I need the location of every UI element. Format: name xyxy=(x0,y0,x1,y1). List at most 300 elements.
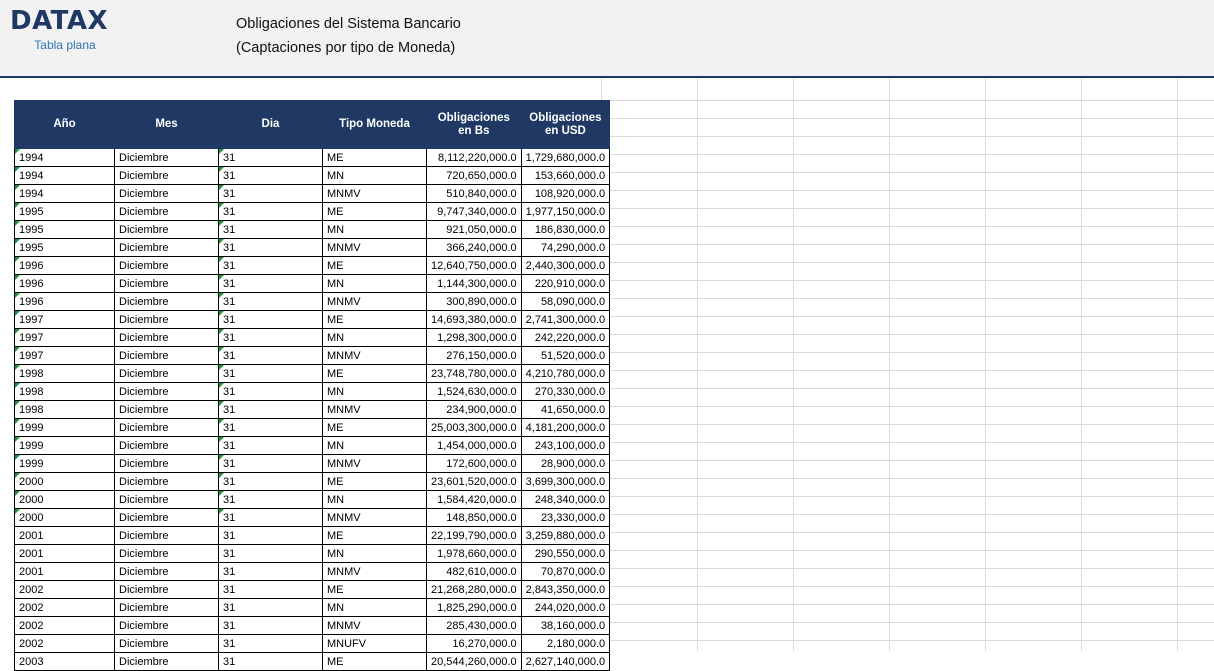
cell-bs[interactable]: 366,240,000.0 xyxy=(427,239,522,257)
table-row[interactable] xyxy=(15,347,610,365)
cell-dia[interactable]: 31 xyxy=(219,311,323,329)
grid-line-horizontal xyxy=(601,136,1214,137)
data-table[interactable] xyxy=(14,100,610,671)
text-number-warning-icon xyxy=(219,383,224,388)
table-row[interactable] xyxy=(15,401,610,419)
cell-anio[interactable]: 1999 xyxy=(15,419,115,437)
grid-line-horizontal xyxy=(601,388,1214,389)
text-number-warning-icon xyxy=(219,365,224,370)
cell-mes[interactable]: Diciembre xyxy=(115,221,219,239)
cell-tipo[interactable]: ME xyxy=(323,311,427,329)
text-number-warning-icon xyxy=(15,473,20,478)
cell-bs[interactable]: 1,978,660,000.0 xyxy=(427,545,522,563)
cell-usd[interactable]: 2,843,350,000.0 xyxy=(521,581,610,599)
grid-line-horizontal xyxy=(601,316,1214,317)
cell-usd[interactable]: 220,910,000.0 xyxy=(521,275,610,293)
table-row[interactable] xyxy=(15,221,610,239)
cell-bs[interactable]: 285,430,000.0 xyxy=(427,617,522,635)
text-number-warning-icon xyxy=(219,329,224,334)
cell-usd[interactable]: 58,090,000.0 xyxy=(521,293,610,311)
cell-mes[interactable]: Diciembre xyxy=(115,239,219,257)
grid-line-horizontal xyxy=(601,460,1214,461)
table-row[interactable] xyxy=(15,419,610,437)
cell-bs[interactable]: 1,298,300,000.0 xyxy=(427,329,522,347)
text-number-warning-icon xyxy=(219,437,224,442)
table-row[interactable] xyxy=(15,581,610,599)
grid-line-vertical xyxy=(793,78,794,651)
report-title-line-2: (Captaciones por tipo de Moneda) xyxy=(236,40,456,56)
text-number-warning-icon xyxy=(15,401,20,406)
cell-bs[interactable]: 9,747,340,000.0 xyxy=(427,203,522,221)
cell-anio[interactable]: 1998 xyxy=(15,365,115,383)
column-header-obligaciones-bs[interactable] xyxy=(427,101,522,149)
text-number-warning-icon xyxy=(15,437,20,442)
cell-tipo[interactable]: MNMV xyxy=(323,293,427,311)
cell-bs[interactable]: 172,600,000.0 xyxy=(427,455,522,473)
cell-usd[interactable]: 1,729,680,000.0 xyxy=(521,149,610,167)
cell-dia[interactable]: 31 xyxy=(219,365,323,383)
cell-usd[interactable]: 153,660,000.0 xyxy=(521,167,610,185)
table-row[interactable] xyxy=(15,509,610,527)
text-number-warning-icon xyxy=(15,203,20,208)
cell-mes[interactable]: Diciembre xyxy=(115,347,219,365)
cell-bs[interactable]: 1,454,000,000.0 xyxy=(427,437,522,455)
cell-mes[interactable]: Diciembre xyxy=(115,167,219,185)
grid-line-horizontal xyxy=(601,640,1214,641)
cell-bs[interactable]: 16,270,000.0 xyxy=(427,635,522,653)
cell-dia[interactable]: 31 xyxy=(219,329,323,347)
cell-usd[interactable]: 4,210,780,000.0 xyxy=(521,365,610,383)
cell-dia[interactable]: 31 xyxy=(219,383,323,401)
report-header xyxy=(0,0,1214,78)
column-header-obligaciones-usd[interactable] xyxy=(521,101,610,149)
cell-tipo[interactable]: ME xyxy=(323,257,427,275)
cell-mes[interactable]: Diciembre xyxy=(115,275,219,293)
cell-anio[interactable]: 1995 xyxy=(15,203,115,221)
cell-anio[interactable]: 1996 xyxy=(15,275,115,293)
cell-mes[interactable]: Diciembre xyxy=(115,473,219,491)
text-number-warning-icon xyxy=(219,401,224,406)
cell-usd[interactable]: 2,741,300,000.0 xyxy=(521,311,610,329)
cell-usd[interactable]: 41,650,000.0 xyxy=(521,401,610,419)
cell-bs[interactable]: 23,601,520,000.0 xyxy=(427,473,522,491)
cell-dia[interactable]: 31 xyxy=(219,221,323,239)
cell-mes[interactable]: Diciembre xyxy=(115,545,219,563)
cell-dia[interactable]: 31 xyxy=(219,491,323,509)
cell-anio[interactable]: 2000 xyxy=(15,491,115,509)
cell-tipo[interactable]: MNMV xyxy=(323,185,427,203)
cell-bs[interactable]: 20,544,260,000.0 xyxy=(427,653,522,671)
text-number-warning-icon xyxy=(219,185,224,190)
cell-anio[interactable]: 1996 xyxy=(15,257,115,275)
cell-anio[interactable]: 1996 xyxy=(15,293,115,311)
text-number-warning-icon xyxy=(15,275,20,280)
cell-anio[interactable]: 2002 xyxy=(15,617,115,635)
brand-logo xyxy=(10,6,215,52)
cell-usd[interactable]: 2,440,300,000.0 xyxy=(521,257,610,275)
grid-line-horizontal xyxy=(601,532,1214,533)
text-number-warning-icon xyxy=(15,419,20,424)
grid-line-horizontal xyxy=(601,190,1214,191)
table-row[interactable] xyxy=(15,617,610,635)
text-number-warning-icon xyxy=(219,347,224,352)
cell-mes[interactable]: Diciembre xyxy=(115,419,219,437)
cell-tipo[interactable]: MNMV xyxy=(323,347,427,365)
text-number-warning-icon xyxy=(219,167,224,172)
cell-anio[interactable]: 2001 xyxy=(15,545,115,563)
cell-mes[interactable]: Diciembre xyxy=(115,653,219,671)
cell-tipo[interactable]: MNMV xyxy=(323,509,427,527)
cell-bs[interactable]: 234,900,000.0 xyxy=(427,401,522,419)
cell-usd[interactable]: 28,900,000.0 xyxy=(521,455,610,473)
cell-mes[interactable]: Diciembre xyxy=(115,635,219,653)
grid-line-horizontal xyxy=(601,262,1214,263)
text-number-warning-icon xyxy=(15,167,20,172)
cell-mes[interactable]: Diciembre xyxy=(115,329,219,347)
cell-anio[interactable]: 1995 xyxy=(15,239,115,257)
cell-usd[interactable]: 1,977,150,000.0 xyxy=(521,203,610,221)
text-number-warning-icon xyxy=(15,311,20,316)
cell-usd[interactable]: 4,181,200,000.0 xyxy=(521,419,610,437)
cell-usd[interactable]: 290,550,000.0 xyxy=(521,545,610,563)
grid-line-vertical xyxy=(1177,78,1178,651)
cell-tipo[interactable]: MN xyxy=(323,383,427,401)
cell-dia[interactable]: 31 xyxy=(219,275,323,293)
grid-line-horizontal xyxy=(601,334,1214,335)
report-title xyxy=(236,12,461,60)
grid-line-horizontal xyxy=(601,298,1214,299)
text-number-warning-icon xyxy=(219,293,224,298)
table-row[interactable] xyxy=(15,185,610,203)
logo-wordmark: DATAX xyxy=(10,6,109,36)
cell-tipo[interactable]: ME xyxy=(323,653,427,671)
cell-tipo[interactable]: ME xyxy=(323,419,427,437)
cell-anio[interactable]: 1999 xyxy=(15,455,115,473)
logo-subtitle: Tabla plana xyxy=(34,38,96,52)
table-row[interactable] xyxy=(15,545,610,563)
cell-usd[interactable]: 270,330,000.0 xyxy=(521,383,610,401)
cell-dia[interactable]: 31 xyxy=(219,401,323,419)
grid-line-horizontal xyxy=(601,622,1214,623)
cell-tipo[interactable]: MN xyxy=(323,437,427,455)
cell-usd[interactable]: 244,020,000.0 xyxy=(521,599,610,617)
grid-line-horizontal xyxy=(601,406,1214,407)
cell-mes[interactable]: Diciembre xyxy=(115,293,219,311)
grid-line-horizontal xyxy=(601,100,1214,101)
table-row[interactable] xyxy=(15,365,610,383)
cell-tipo[interactable]: MNMV xyxy=(323,617,427,635)
text-number-warning-icon xyxy=(219,275,224,280)
cell-anio[interactable]: 2000 xyxy=(15,509,115,527)
cell-anio[interactable]: 1994 xyxy=(15,185,115,203)
table-row[interactable] xyxy=(15,563,610,581)
table-row[interactable] xyxy=(15,635,610,653)
cell-mes[interactable]: Diciembre xyxy=(115,455,219,473)
cell-tipo[interactable]: MN xyxy=(323,599,427,617)
grid-line-horizontal xyxy=(601,604,1214,605)
cell-dia[interactable]: 31 xyxy=(219,599,323,617)
cell-tipo[interactable]: MN xyxy=(323,167,427,185)
cell-usd[interactable]: 74,290,000.0 xyxy=(521,239,610,257)
column-header-obligaciones-bs-line2: en Bs xyxy=(458,124,490,137)
cell-bs[interactable]: 1,524,630,000.0 xyxy=(427,383,522,401)
cell-bs[interactable]: 21,268,280,000.0 xyxy=(427,581,522,599)
cell-mes[interactable]: Diciembre xyxy=(115,149,219,167)
table-header-row xyxy=(15,101,610,149)
cell-mes[interactable]: Diciembre xyxy=(115,311,219,329)
text-number-warning-icon xyxy=(15,185,20,190)
cell-usd[interactable]: 108,920,000.0 xyxy=(521,185,610,203)
cell-anio[interactable]: 1995 xyxy=(15,221,115,239)
table-row[interactable] xyxy=(15,239,610,257)
cell-anio[interactable]: 2002 xyxy=(15,635,115,653)
grid-line-horizontal xyxy=(601,586,1214,587)
cell-dia[interactable]: 31 xyxy=(219,473,323,491)
cell-anio[interactable]: 2000 xyxy=(15,473,115,491)
table-row[interactable] xyxy=(15,149,610,167)
cell-usd[interactable]: 3,259,880,000.0 xyxy=(521,527,610,545)
cell-mes[interactable]: Diciembre xyxy=(115,365,219,383)
text-number-warning-icon xyxy=(15,221,20,226)
cell-dia[interactable]: 31 xyxy=(219,239,323,257)
cell-tipo[interactable]: ME xyxy=(323,365,427,383)
grid-line-vertical xyxy=(697,78,698,651)
text-number-warning-icon xyxy=(15,365,20,370)
cell-tipo[interactable]: MNMV xyxy=(323,563,427,581)
cell-tipo[interactable]: MNMV xyxy=(323,239,427,257)
grid-line-horizontal xyxy=(601,118,1214,119)
table-row[interactable] xyxy=(15,599,610,617)
cell-tipo[interactable]: ME xyxy=(323,149,427,167)
table-row[interactable] xyxy=(15,257,610,275)
cell-usd[interactable]: 248,340,000.0 xyxy=(521,491,610,509)
table-row[interactable] xyxy=(15,473,610,491)
cell-anio[interactable]: 2001 xyxy=(15,527,115,545)
grid-line-horizontal xyxy=(601,154,1214,155)
cell-dia[interactable]: 31 xyxy=(219,167,323,185)
table-row[interactable] xyxy=(15,329,610,347)
table-row[interactable] xyxy=(15,383,610,401)
cell-tipo[interactable]: ME xyxy=(323,473,427,491)
cell-dia[interactable]: 31 xyxy=(219,635,323,653)
cell-bs[interactable]: 300,890,000.0 xyxy=(427,293,522,311)
cell-tipo[interactable]: MNMV xyxy=(323,455,427,473)
table-row[interactable] xyxy=(15,491,610,509)
text-number-warning-icon xyxy=(15,239,20,244)
grid-line-vertical xyxy=(889,78,890,651)
cell-anio[interactable]: 1994 xyxy=(15,149,115,167)
grid-line-horizontal xyxy=(601,226,1214,227)
text-number-warning-icon xyxy=(15,491,20,496)
cell-bs[interactable]: 25,003,300,000.0 xyxy=(427,419,522,437)
cell-mes[interactable]: Diciembre xyxy=(115,491,219,509)
text-number-warning-icon xyxy=(219,203,224,208)
cell-anio[interactable]: 1998 xyxy=(15,383,115,401)
table-row[interactable] xyxy=(15,527,610,545)
sheet-area[interactable] xyxy=(0,78,1214,668)
cell-tipo[interactable]: ME xyxy=(323,581,427,599)
cell-usd[interactable]: 2,627,140,000.0 xyxy=(521,653,610,671)
column-header-dia[interactable]: Dia xyxy=(219,101,323,149)
cell-usd[interactable]: 3,699,300,000.0 xyxy=(521,473,610,491)
cell-anio[interactable]: 2002 xyxy=(15,581,115,599)
cell-tipo[interactable]: MN xyxy=(323,545,427,563)
cell-bs[interactable]: 8,112,220,000.0 xyxy=(427,149,522,167)
cell-tipo[interactable]: ME xyxy=(323,527,427,545)
cell-tipo[interactable]: MN xyxy=(323,221,427,239)
cell-mes[interactable]: Diciembre xyxy=(115,617,219,635)
cell-usd[interactable]: 70,870,000.0 xyxy=(521,563,610,581)
cell-mes[interactable]: Diciembre xyxy=(115,599,219,617)
cell-dia[interactable]: 31 xyxy=(219,653,323,671)
text-number-warning-icon xyxy=(219,311,224,316)
cell-usd[interactable]: 243,100,000.0 xyxy=(521,437,610,455)
cell-usd[interactable]: 38,160,000.0 xyxy=(521,617,610,635)
grid-line-horizontal xyxy=(601,514,1214,515)
cell-dia[interactable]: 31 xyxy=(219,347,323,365)
text-number-warning-icon xyxy=(219,419,224,424)
cell-bs[interactable]: 148,850,000.0 xyxy=(427,509,522,527)
cell-dia[interactable]: 31 xyxy=(219,185,323,203)
text-number-warning-icon xyxy=(219,473,224,478)
cell-bs[interactable]: 22,199,790,000.0 xyxy=(427,527,522,545)
cell-anio[interactable]: 1994 xyxy=(15,167,115,185)
cell-dia[interactable]: 31 xyxy=(219,617,323,635)
cell-anio[interactable]: 2001 xyxy=(15,563,115,581)
cell-anio[interactable]: 2003 xyxy=(15,653,115,671)
cell-mes[interactable]: Diciembre xyxy=(115,401,219,419)
cell-bs[interactable]: 1,584,420,000.0 xyxy=(427,491,522,509)
grid-line-horizontal xyxy=(601,370,1214,371)
cell-dia[interactable]: 31 xyxy=(219,203,323,221)
cell-bs[interactable]: 14,693,380,000.0 xyxy=(427,311,522,329)
cell-anio[interactable]: 1997 xyxy=(15,329,115,347)
cell-dia[interactable]: 31 xyxy=(219,563,323,581)
grid-line-horizontal xyxy=(601,352,1214,353)
cell-dia[interactable]: 31 xyxy=(219,257,323,275)
text-number-warning-icon xyxy=(219,221,224,226)
column-header-obligaciones-bs-line1: Obligaciones xyxy=(437,111,510,124)
cell-anio[interactable]: 1999 xyxy=(15,437,115,455)
table-row[interactable] xyxy=(15,437,610,455)
grid-line-vertical xyxy=(1081,78,1082,651)
cell-mes[interactable]: Diciembre xyxy=(115,437,219,455)
cell-dia[interactable]: 31 xyxy=(219,437,323,455)
cell-tipo[interactable]: ME xyxy=(323,203,427,221)
cell-dia[interactable]: 31 xyxy=(219,149,323,167)
text-number-warning-icon xyxy=(15,347,20,352)
cell-dia[interactable]: 31 xyxy=(219,545,323,563)
cell-tipo[interactable]: MNMV xyxy=(323,401,427,419)
text-number-warning-icon xyxy=(219,509,224,514)
text-number-warning-icon xyxy=(15,257,20,262)
text-number-warning-icon xyxy=(15,383,20,388)
grid-line-horizontal xyxy=(601,208,1214,209)
grid-line-horizontal xyxy=(601,550,1214,551)
table-row[interactable] xyxy=(15,167,610,185)
text-number-warning-icon xyxy=(219,455,224,460)
cell-bs[interactable]: 1,825,290,000.0 xyxy=(427,599,522,617)
table-body xyxy=(15,149,610,671)
cell-anio[interactable]: 1997 xyxy=(15,347,115,365)
cell-mes[interactable]: Diciembre xyxy=(115,563,219,581)
cell-mes[interactable]: Diciembre xyxy=(115,203,219,221)
cell-bs[interactable]: 276,150,000.0 xyxy=(427,347,522,365)
table-row[interactable] xyxy=(15,455,610,473)
column-header-tipo-moneda[interactable]: Tipo Moneda xyxy=(323,101,427,149)
cell-mes[interactable]: Diciembre xyxy=(115,527,219,545)
cell-mes[interactable]: Diciembre xyxy=(115,509,219,527)
cell-bs[interactable]: 510,840,000.0 xyxy=(427,185,522,203)
grid-line-horizontal xyxy=(601,496,1214,497)
cell-usd[interactable]: 2,180,000.0 xyxy=(521,635,610,653)
cell-mes[interactable]: Diciembre xyxy=(115,581,219,599)
column-header-anio[interactable]: Año xyxy=(15,101,115,149)
grid-line-horizontal xyxy=(601,280,1214,281)
column-header-mes[interactable]: Mes xyxy=(115,101,219,149)
cell-usd[interactable]: 51,520,000.0 xyxy=(521,347,610,365)
grid-line-horizontal xyxy=(601,424,1214,425)
table-row[interactable] xyxy=(15,203,610,221)
grid-line-horizontal xyxy=(601,244,1214,245)
grid-line-vertical xyxy=(985,78,986,651)
report-title-line-1: Obligaciones del Sistema Bancario xyxy=(236,16,461,32)
table-row[interactable] xyxy=(15,275,610,293)
text-number-warning-icon xyxy=(15,293,20,298)
text-number-warning-icon xyxy=(15,509,20,514)
grid-line-horizontal xyxy=(601,478,1214,479)
grid-line-horizontal xyxy=(601,172,1214,173)
cell-tipo[interactable]: MN xyxy=(323,329,427,347)
cell-dia[interactable]: 31 xyxy=(219,527,323,545)
text-number-warning-icon xyxy=(15,149,20,154)
cell-tipo[interactable]: MN xyxy=(323,275,427,293)
table-row[interactable] xyxy=(15,311,610,329)
cell-dia[interactable]: 31 xyxy=(219,419,323,437)
cell-bs[interactable]: 720,650,000.0 xyxy=(427,167,522,185)
cell-mes[interactable]: Diciembre xyxy=(115,185,219,203)
table-row[interactable] xyxy=(15,293,610,311)
text-number-warning-icon xyxy=(15,329,20,334)
cell-bs[interactable]: 23,748,780,000.0 xyxy=(427,365,522,383)
text-number-warning-icon xyxy=(219,491,224,496)
grid-line-horizontal xyxy=(601,568,1214,569)
column-header-obligaciones-usd-line1: Obligaciones xyxy=(529,111,602,124)
cell-usd[interactable]: 242,220,000.0 xyxy=(521,329,610,347)
cell-bs[interactable]: 12,640,750,000.0 xyxy=(427,257,522,275)
cell-anio[interactable]: 2002 xyxy=(15,599,115,617)
cell-bs[interactable]: 921,050,000.0 xyxy=(427,221,522,239)
column-header-obligaciones-usd-line2: en USD xyxy=(544,124,586,137)
cell-tipo[interactable]: MN xyxy=(323,491,427,509)
cell-dia[interactable]: 31 xyxy=(219,455,323,473)
cell-tipo[interactable]: MNUFV xyxy=(323,635,427,653)
cell-mes[interactable]: Diciembre xyxy=(115,257,219,275)
cell-usd[interactable]: 23,330,000.0 xyxy=(521,509,610,527)
cell-usd[interactable]: 186,830,000.0 xyxy=(521,221,610,239)
cell-mes[interactable]: Diciembre xyxy=(115,383,219,401)
cell-anio[interactable]: 1998 xyxy=(15,401,115,419)
cell-dia[interactable]: 31 xyxy=(219,509,323,527)
table-row[interactable] xyxy=(15,653,610,671)
grid-line-horizontal xyxy=(601,442,1214,443)
cell-anio[interactable]: 1997 xyxy=(15,311,115,329)
cell-bs[interactable]: 482,610,000.0 xyxy=(427,563,522,581)
cell-dia[interactable]: 31 xyxy=(219,293,323,311)
cell-dia[interactable]: 31 xyxy=(219,581,323,599)
text-number-warning-icon xyxy=(219,239,224,244)
cell-bs[interactable]: 1,144,300,000.0 xyxy=(427,275,522,293)
